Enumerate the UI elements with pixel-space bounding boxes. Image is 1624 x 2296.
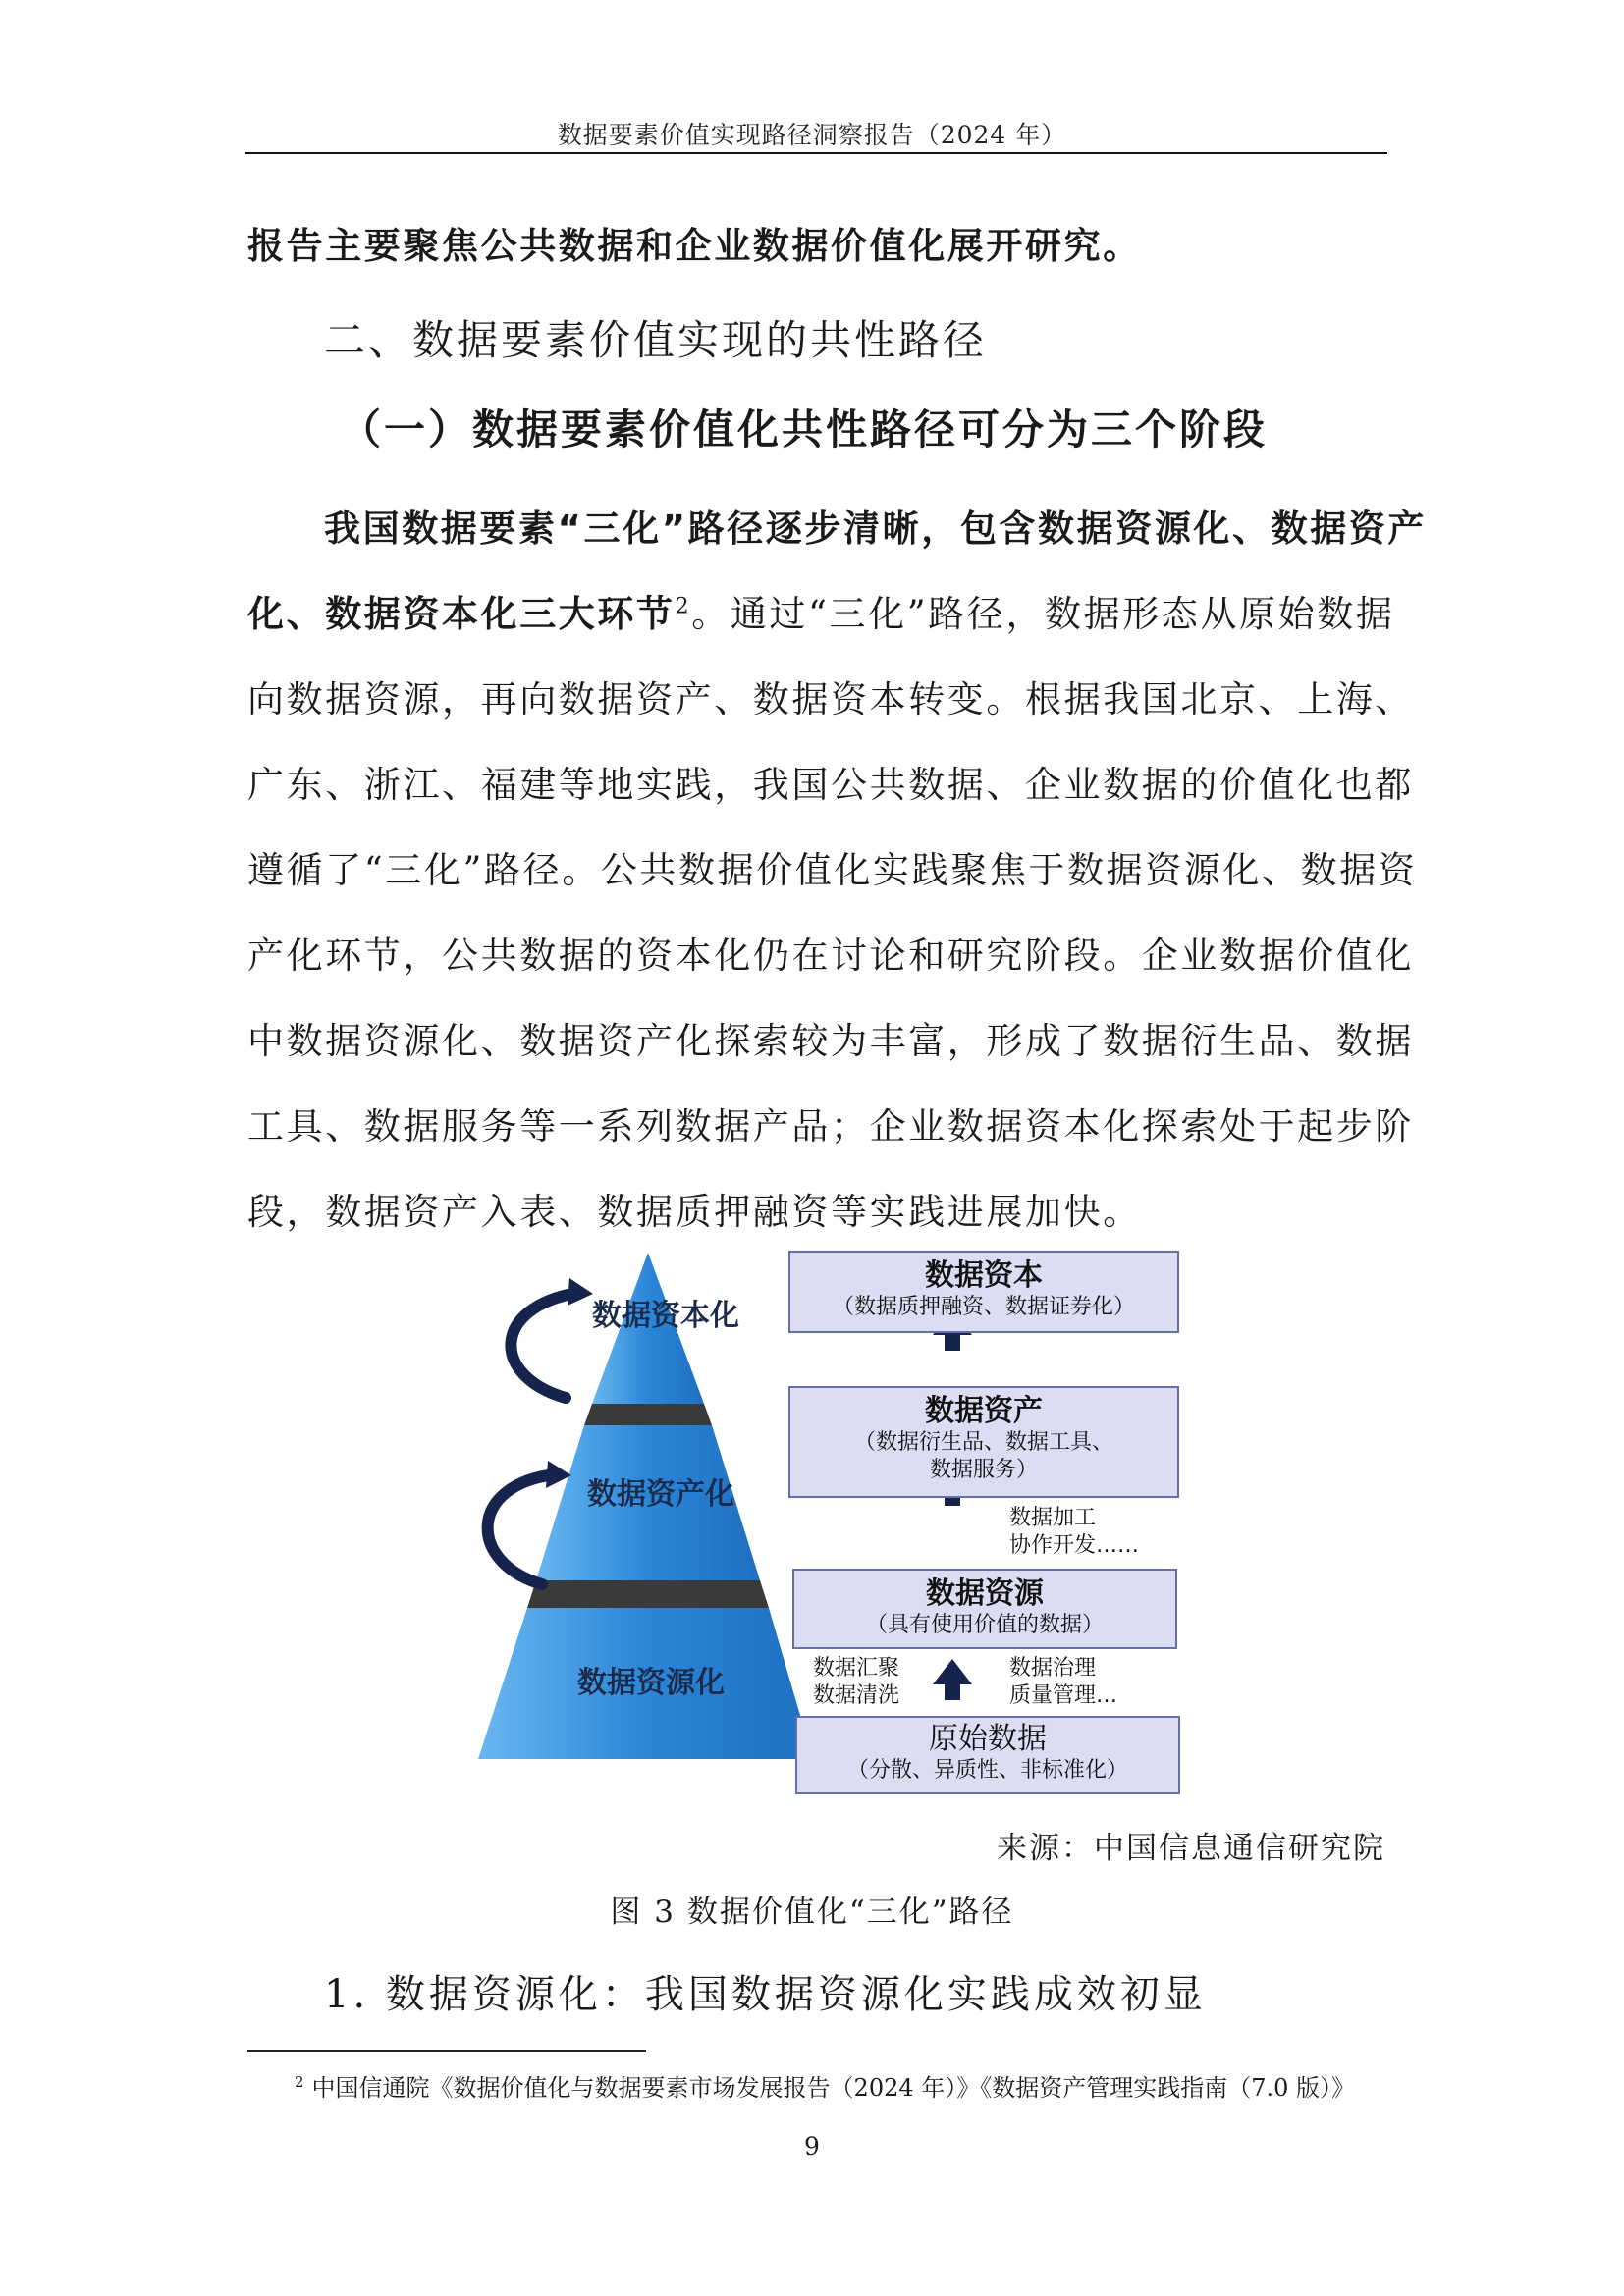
- curved-arrow-upper: [511, 1293, 577, 1398]
- box-data-asset: [788, 1386, 1179, 1498]
- paragraph-line: 产化环节，公共数据的资本化仍在讨论和研究阶段。企业数据价值化: [247, 934, 1414, 977]
- note-governance: [1009, 1655, 1117, 1710]
- box-data-resource: [792, 1569, 1177, 1649]
- note-line: 数据汇聚: [813, 1656, 900, 1681]
- figure-source: 来源：中国信息通信研究院: [997, 1831, 1385, 1866]
- paragraph-line: 段，数据资产入表、数据质押融资等实践进展加快。: [247, 1191, 1142, 1233]
- box-subtitle: （具有使用价值的数据）: [865, 1613, 1104, 1637]
- up-arrow-resource: [933, 1659, 972, 1700]
- page-number: 9: [804, 2132, 820, 2161]
- curved-arrow-head-upper: [568, 1278, 593, 1306]
- footnote-mark: 2: [295, 2073, 304, 2091]
- paragraph-line: 遵循了“三化”路径。公共数据价值化实践聚焦于数据资源化、数据资: [247, 849, 1418, 891]
- intro-line: 报告主要聚焦公共数据和企业数据价值化展开研究。: [247, 225, 1142, 267]
- footnote-reference[interactable]: 2: [675, 594, 692, 619]
- note-line: 数据清洗: [813, 1683, 900, 1708]
- section-heading: 二、数据要素价值实现的共性路径: [324, 316, 988, 364]
- subheading-data-resourcing: 1. 数据资源化：我国数据资源化实践成效初显: [324, 1972, 1207, 2017]
- box-title: 数据资源: [926, 1576, 1044, 1611]
- footnote: [295, 2068, 1355, 2103]
- pyramid-label-capital: 数据资本化: [592, 1299, 739, 1333]
- box-subtitle: 数据服务）: [929, 1458, 1038, 1482]
- pyramid-label-asset: 数据资产化: [587, 1477, 734, 1512]
- box-raw-data: [795, 1716, 1180, 1794]
- paragraph-line: 向数据资源，再向数据资产、数据资本转变。根据我国北京、上海、: [247, 678, 1414, 721]
- box-title: 原始数据: [929, 1722, 1047, 1756]
- running-header: 数据要素价值实现路径洞察报告（2024 年）: [557, 121, 1067, 149]
- paragraph-line: 工具、数据服务等一系列数据产品；企业数据资本化探索处于起步阶: [247, 1105, 1414, 1148]
- footnote-text: 中国信通院《数据价值化与数据要素市场发展报告（2024 年）》《数据资产管理实践指南（7.0 版）》: [311, 2074, 1356, 2102]
- header-rule: [245, 152, 1387, 154]
- figure-caption: 图 3 数据价值化“三化”路径: [610, 1895, 1014, 1930]
- note-line: 协作开发……: [1009, 1533, 1140, 1558]
- three-stage-figure: [471, 1239, 1198, 1808]
- paragraph-line-2-bold: 化、数据资本化三大环节: [247, 593, 676, 635]
- note-line: 数据加工: [1009, 1506, 1097, 1530]
- box-data-capital: [788, 1251, 1179, 1333]
- box-subtitle: （数据质押融资、数据证券化）: [832, 1295, 1135, 1319]
- note-gathering: [813, 1655, 899, 1710]
- paragraph-line: 广东、浙江、福建等地实践，我国公共数据、企业数据的价值化也都: [247, 764, 1414, 806]
- subsection-heading: （一）数据要素价值化共性路径可分为三个阶段: [340, 405, 1269, 454]
- note-line: 数据治理: [1009, 1656, 1097, 1681]
- box-title: 数据资产: [925, 1394, 1043, 1428]
- paragraph-line: 中数据资源化、数据资产化探索较为丰富，形成了数据衍生品、数据: [247, 1020, 1414, 1062]
- pyramid-label-resource: 数据资源化: [577, 1666, 725, 1700]
- note-line: 质量管理…: [1009, 1683, 1118, 1708]
- pyramid-band-lower: [527, 1580, 769, 1608]
- footnote-rule: [247, 2050, 646, 2052]
- box-subtitle: （数据衍生品、数据工具、: [853, 1430, 1113, 1455]
- paragraph-line-2: [247, 584, 1395, 637]
- box-title: 数据资本: [925, 1258, 1043, 1293]
- paragraph-line-2-rest: 。通过“三化”路径，数据形态从原始数据: [691, 593, 1395, 635]
- paragraph-line-1: 我国数据要素“三化”路径逐步清晰，包含数据资源化、数据资产: [324, 507, 1428, 550]
- note-processing: [1009, 1505, 1139, 1560]
- pyramid-band-upper: [584, 1404, 712, 1425]
- box-subtitle: （分散、异质性、非标准化）: [846, 1758, 1128, 1783]
